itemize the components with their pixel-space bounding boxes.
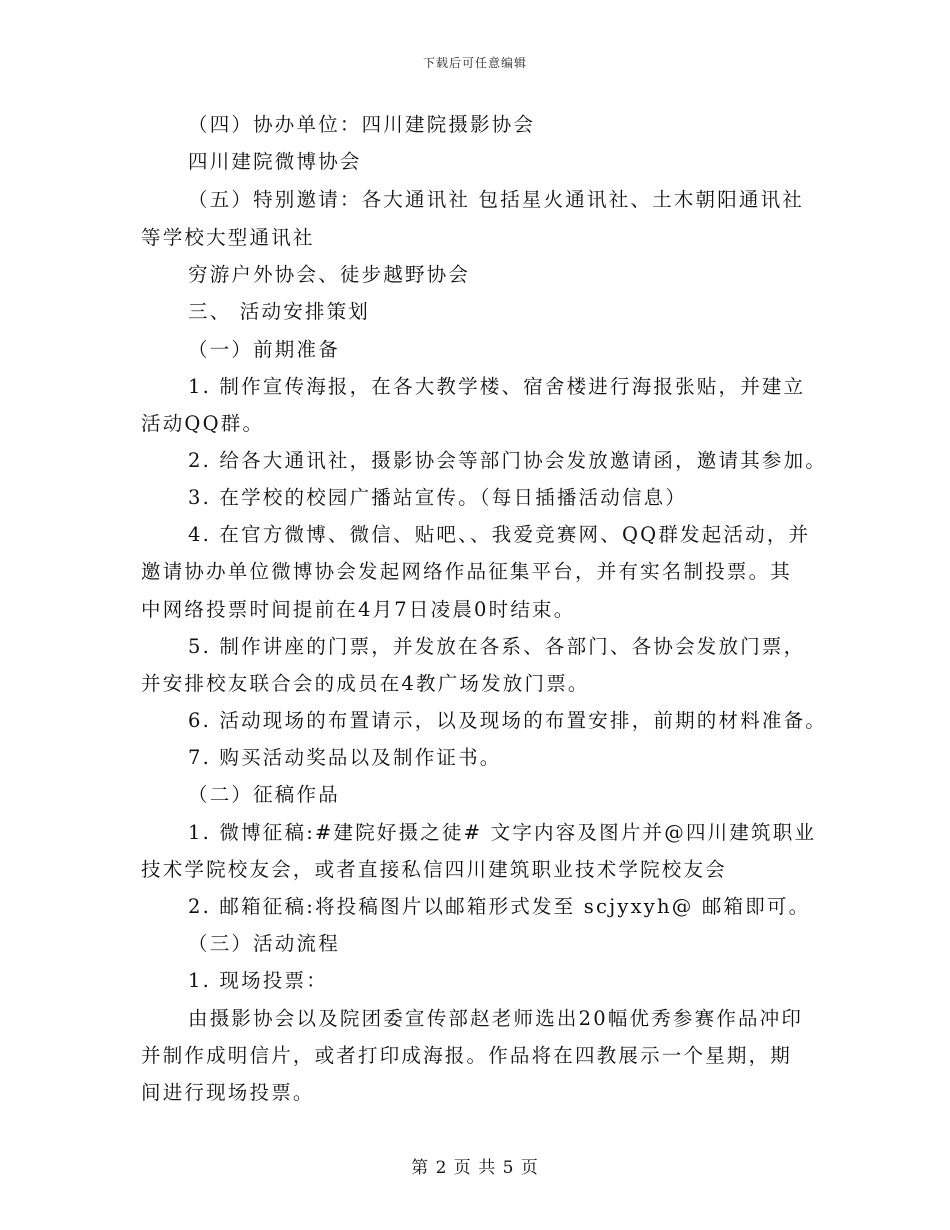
text-line: （三）活动流程 — [188, 932, 340, 955]
text-line: 7. 购买活动奖品以及制作证书。 — [188, 746, 502, 769]
text-line: （五）特别邀请：各大通讯社 包括星火通讯社、土木朝阳通讯社 — [188, 188, 804, 211]
text-line: 5. 制作讲座的门票，并发放在各系、各部门、各协会发放门票， — [188, 635, 806, 658]
text-line: （二）征稿作品 — [188, 783, 340, 806]
text-line: 由摄影协会以及院团委宣传部赵老师选出20幅优秀参赛作品冲印 — [188, 1007, 804, 1030]
text-line: 1. 制作宣传海报，在各大教学楼、宿舍楼进行海报张贴，并建立 — [188, 375, 806, 398]
text-line: 4. 在官方微博、微信、贴吧、、我爱竞赛网、QQ群发起活动，并 — [188, 523, 811, 546]
text-line: 并制作成明信片，或者打印成海报。作品将在四教展示一个星期，期 — [141, 1044, 793, 1067]
text-line: 间进行现场投票。 — [141, 1081, 315, 1104]
page-number-footer: 第 2 页 共 5 页 — [411, 1158, 539, 1178]
text-line: 6. 活动现场的布置请示，以及现场的布置安排，前期的材料准备。 — [188, 709, 828, 732]
text-line: 三、 活动安排策划 — [188, 300, 370, 323]
text-line: （四）协办单位：四川建院摄影协会 — [188, 113, 536, 136]
text-line: 3. 在学校的校园广播站宣传。（每日插播活动信息） — [188, 486, 688, 509]
text-line: 1. 微博征稿:#建院好摄之徒# 文字内容及图片并@四川建筑职业 — [188, 821, 817, 844]
text-line: 2. 邮箱征稿:将投稿图片以邮箱形式发至 scjyxyh@ 邮箱即可。 — [188, 895, 811, 918]
text-line: 四川建院微博协会 — [188, 150, 362, 173]
text-line: 等学校大型通讯社 — [141, 226, 315, 249]
text-line: 中网络投票时间提前在4月7日凌晨0时结束。 — [141, 598, 576, 621]
text-line: 穷游户外协会、徒步越野协会 — [188, 263, 471, 286]
text-line: （一）前期准备 — [188, 338, 340, 361]
page-header-note: 下载后可任意编辑 — [422, 56, 527, 70]
text-line: 邀请协办单位微博协会发起网络作品征集平台，并有实名制投票。其 — [141, 560, 793, 583]
text-line: 1. 现场投票： — [188, 969, 328, 992]
text-line: 并安排校友联合会的成员在4教广场发放门票。 — [141, 672, 590, 695]
text-line: 技术学院校友会，或者直接私信四川建筑职业技术学院校友会 — [141, 858, 727, 881]
text-line: 2. 给各大通讯社，摄影协会等部门协会发放邀请函，邀请其参加。 — [188, 449, 828, 472]
text-line: 活动QQ群。 — [141, 412, 265, 435]
